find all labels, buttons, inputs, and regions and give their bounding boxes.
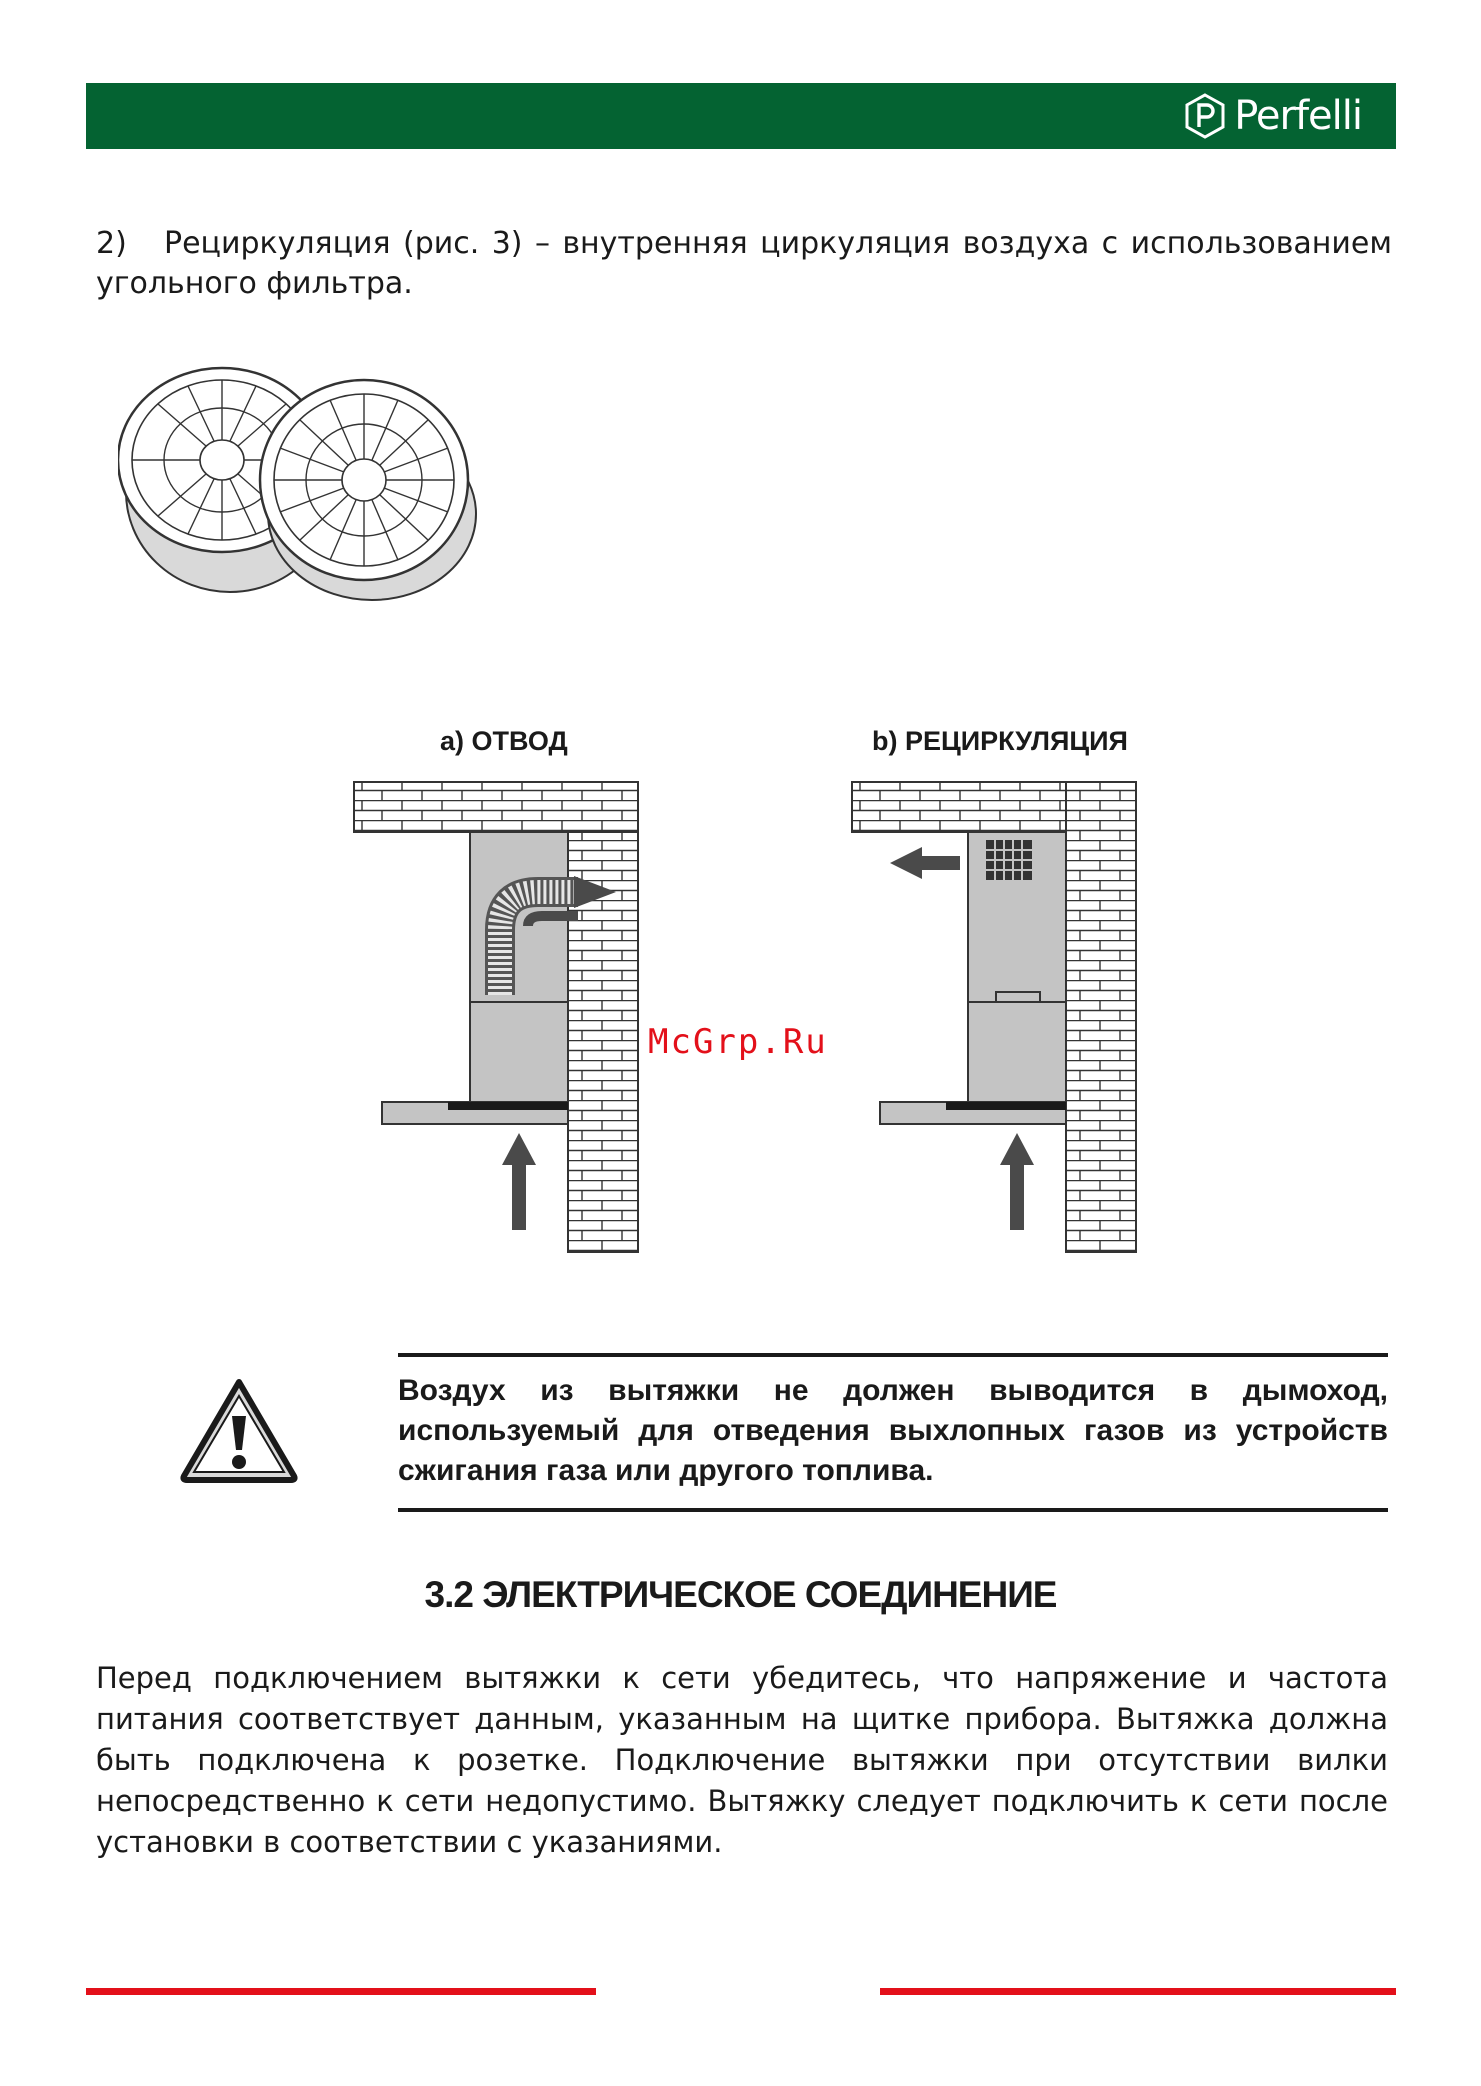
figure-b-recirculation (850, 780, 1150, 1260)
brand-logo (1184, 93, 1362, 139)
hood-body (470, 1002, 568, 1102)
section-title: 3.2 ЭЛЕКТРИЧЕСКОЕ СОЕДИНЕНИЕ (424, 1574, 1057, 1615)
watermark: McGrp.Ru (648, 1022, 828, 1062)
warning-rule-bottom (398, 1508, 1388, 1512)
footer-line-left (86, 1988, 596, 1995)
intro-text: Рециркуляция (рис. 3) – внутренняя циркуляция воздуха с использованием угольного фильтра. (96, 226, 1392, 301)
air-intake-arrow (1000, 1133, 1034, 1230)
header-bar (86, 83, 1396, 149)
intro-paragraph (96, 224, 1392, 304)
hood-body (968, 1002, 1066, 1102)
perfelli-p-logo-icon (1184, 93, 1226, 139)
air-intake-arrow (502, 1133, 536, 1230)
ceiling-bricks (354, 782, 638, 832)
warning-triangle-icon (178, 1376, 300, 1486)
carbon-filter-pair (118, 364, 488, 604)
filter-front (260, 380, 476, 600)
air-outflow-arrow (890, 847, 960, 879)
recirculation-grille (986, 840, 1032, 880)
section-body: Перед подключением вытяжки к сети убедитесь, что напряжение и частота питания соответствует данным, указанным на щитке прибора. Вытяжка должна быть подключена к розетке. Подключение вытяжки при отсутствии вилки непосредственно к сети недопустимо. Вытяжку следует подключить к сети после установки в соответствии с указаниями. (96, 1661, 1388, 1859)
warning-text: Воздух из вытяжки не должен выводится в дымоход, используемый для отведения выхлопных газов из устройств сжигания газа или другого топлива. (398, 1374, 1388, 1487)
figure-b-label: b) РЕЦИРКУЛЯЦИЯ (872, 726, 1128, 756)
wall-bricks (1066, 782, 1136, 1252)
footer-line-right (880, 1988, 1396, 1995)
warning-rule-top (398, 1353, 1388, 1357)
figure-a-label: a) ОТВОД (440, 726, 568, 756)
brand-name: Perfelli (1234, 93, 1362, 139)
figure-a-ducted-exhaust (352, 780, 652, 1260)
list-number: 2) (96, 226, 127, 261)
